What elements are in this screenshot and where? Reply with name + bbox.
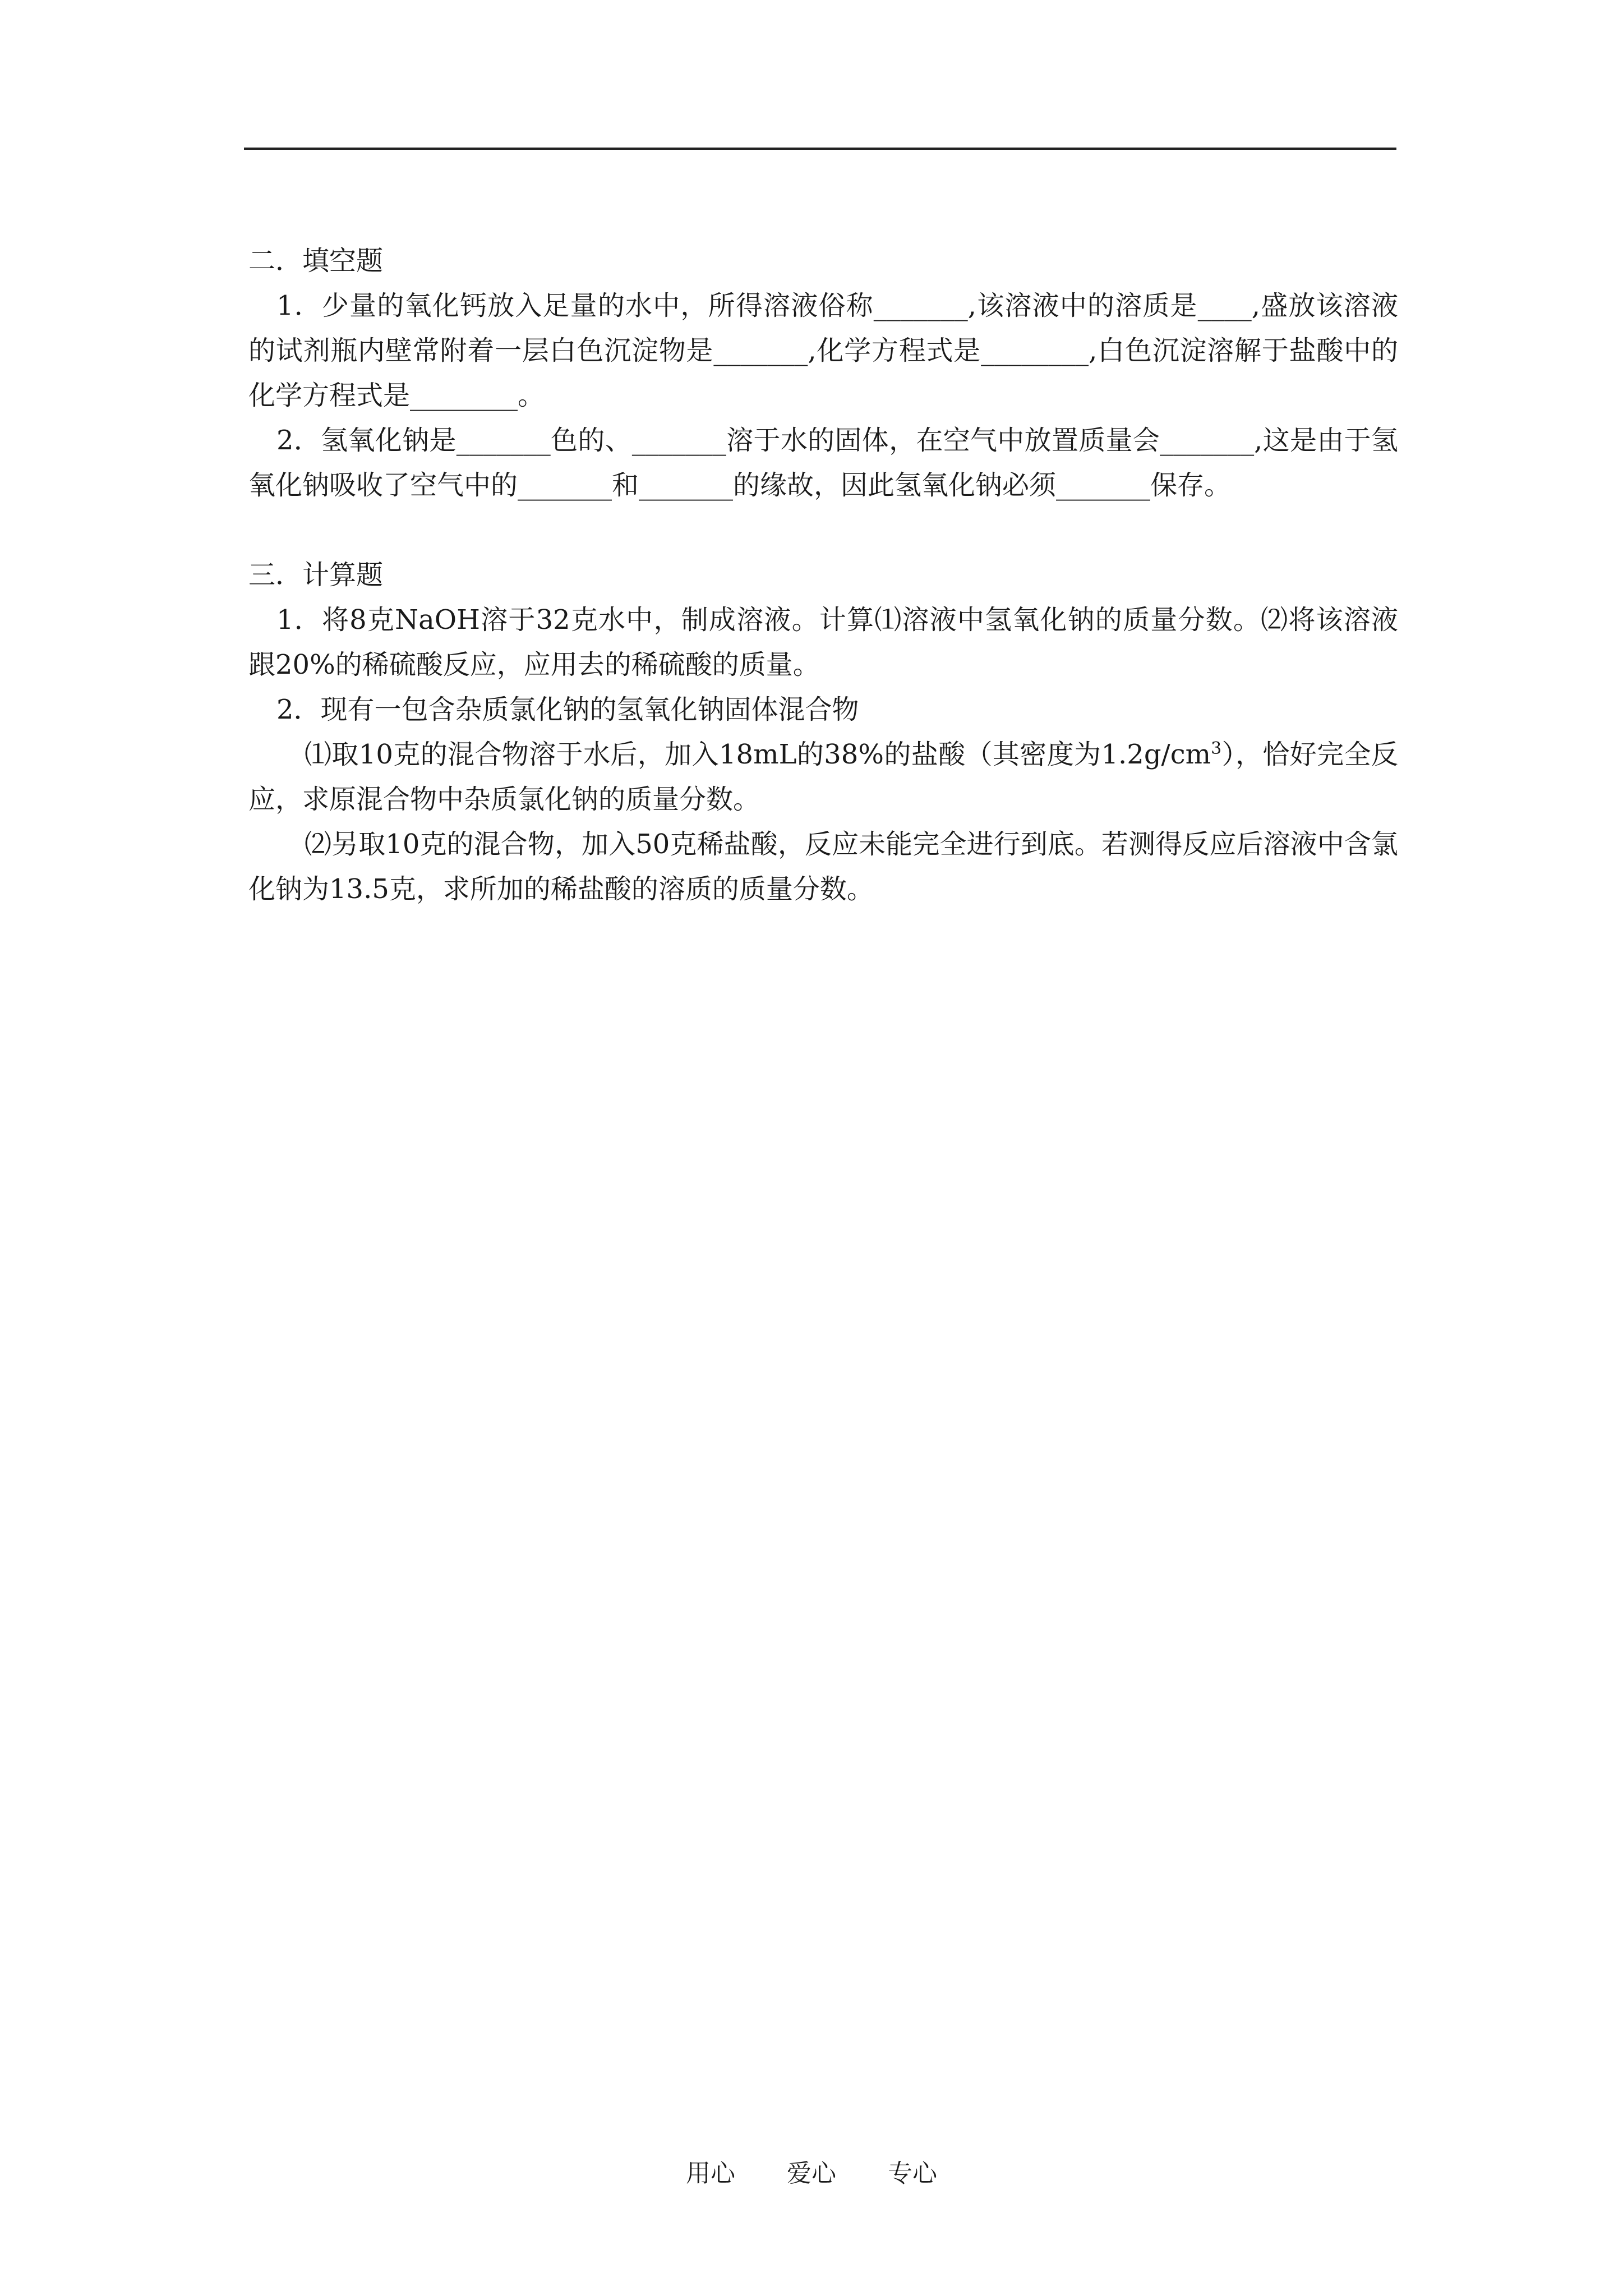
question-3-2-part-1-text-end: ），恰好完全反应，求原混合物中杂质氯化钠的质量分数。: [248, 739, 1398, 815]
footer-word-3: 专心: [888, 2159, 937, 2188]
section-gap: [248, 508, 1398, 553]
question-3-2-part-1: [248, 732, 1398, 822]
section-title-fill-in: 二．填空题: [248, 245, 384, 277]
header-rule: [244, 148, 1396, 150]
question-3-2-part-2: ⑵另取10克的混合物，加入50克稀盐酸，反应未能完全进行到底。若测得反应后溶液中含氯化钠为13.5克，求所加的稀盐酸的溶质的质量分数。: [248, 829, 1398, 905]
question-3-1: 1．将8克NaOH溶于32克水中，制成溶液。计算⑴溶液中氢氧化钠的质量分数。⑵将该溶液跟20%的稀硫酸反应，应用去的稀硫酸的质量。: [248, 604, 1398, 680]
section-title-calculation: 三．计算题: [248, 559, 384, 591]
footer-word-2: 爱心: [787, 2159, 836, 2188]
question-2-1: 1．少量的氧化钙放入足量的水中，所得溶液俗称_______,该溶液中的溶质是____,盛放该溶液的试剂瓶内壁常附着一层白色沉淀物是_______,化学方程式是________,白色沉淀溶解于盐酸中的化学方程式是________。: [248, 290, 1398, 411]
question-2-2: 2．氢氧化钠是_______色的、_______溶于水的固体，在空气中放置质量会_______,这是由于氢氧化钠吸收了空气中的_______和_______的缘故，因此氢氧化钠必须_______保存。: [248, 425, 1398, 501]
footer-word-1: 用心: [686, 2159, 735, 2188]
superscript-3: 3: [1211, 739, 1222, 758]
document-body: [248, 238, 1398, 912]
page-footer: [0, 2153, 1623, 2189]
question-3-2: 2．现有一包含杂质氯化钠的氢氧化钠固体混合物: [276, 694, 859, 725]
question-3-2-part-1-text: ⑴取10克的混合物溶于水后，加入18mL的38%的盐酸（其密度为1.2g/cm: [305, 739, 1211, 770]
